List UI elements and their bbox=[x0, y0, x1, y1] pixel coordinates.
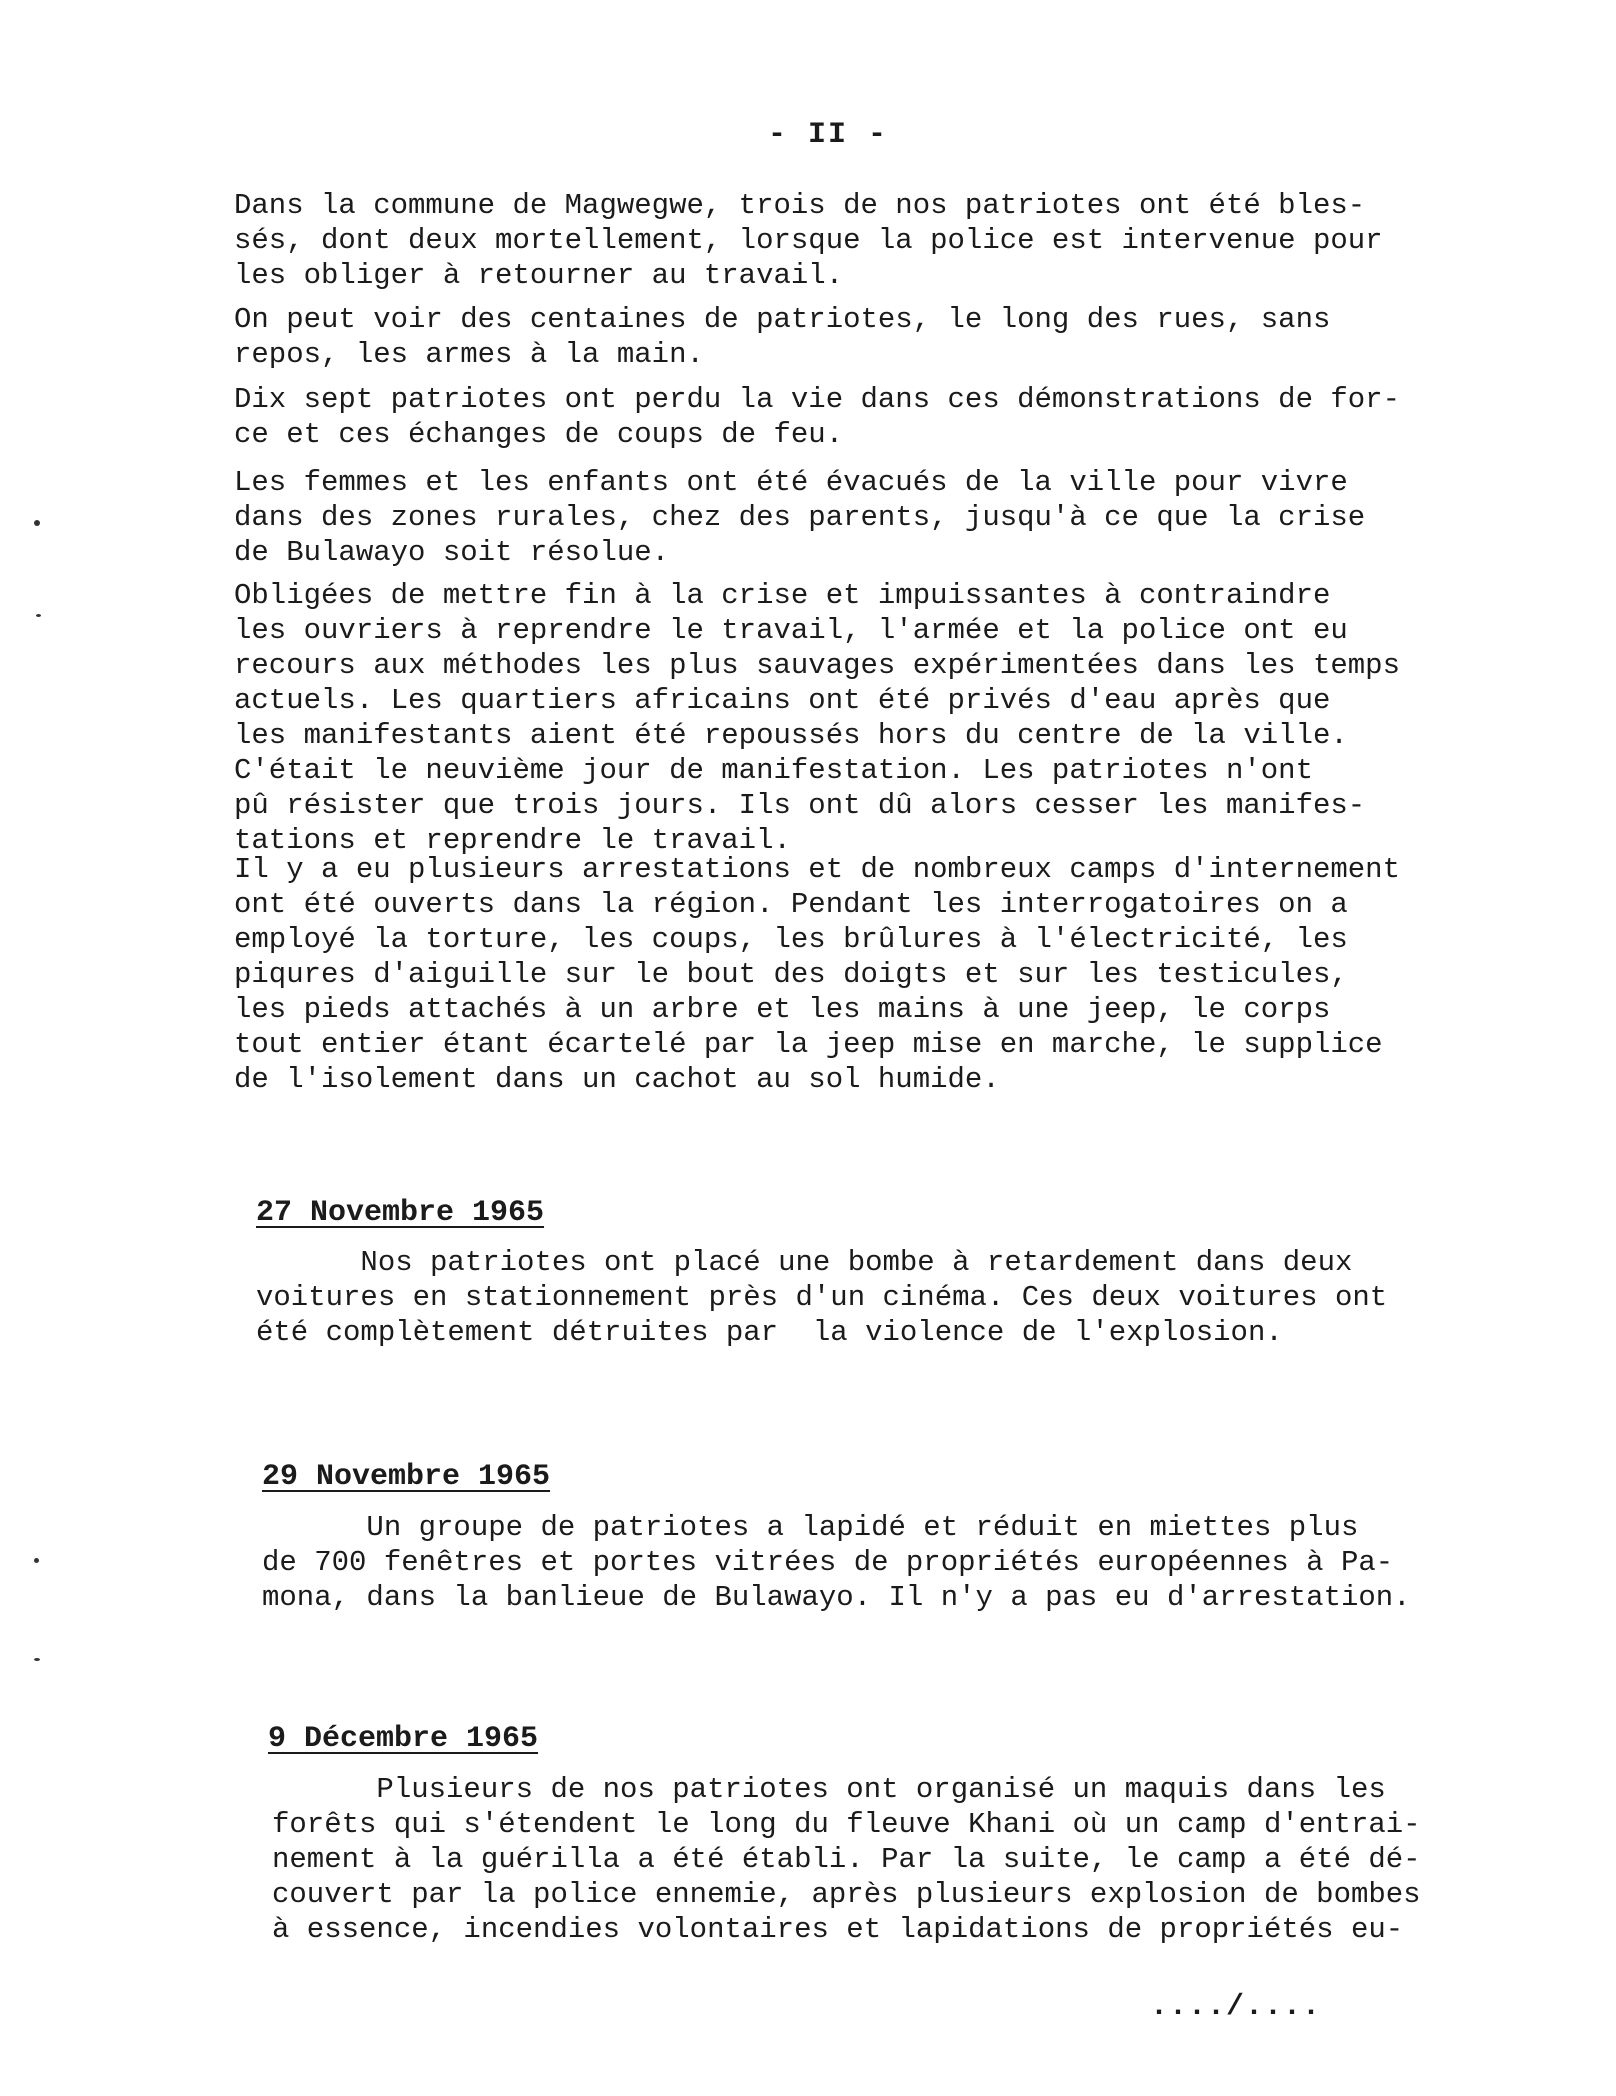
text-line: nement à la guérilla a été établi. Par la suite, le camp a été dé- bbox=[272, 1843, 1421, 1876]
text-line: couvert par la police ennemie, après plusieurs explosion de bombes bbox=[272, 1878, 1421, 1911]
text-line: piqures d'aiguille sur le bout des doigts et sur les testicules, bbox=[234, 958, 1348, 991]
paragraph-6 bbox=[234, 852, 1494, 1097]
scan-speck bbox=[34, 520, 40, 526]
text-line: actuels. Les quartiers africains ont été privés d'eau après que bbox=[234, 684, 1331, 717]
text-line: Obligées de mettre fin à la crise et impuissantes à contraindre bbox=[234, 579, 1331, 612]
text-line: employé la torture, les coups, les brûlures à l'électricité, les bbox=[234, 923, 1348, 956]
text-line: Un groupe de patriotes a lapidé et réduit en miettes plus bbox=[262, 1511, 1359, 1544]
text-line: pû résister que trois jours. Ils ont dû alors cesser les manifes- bbox=[234, 789, 1366, 822]
text-line: tout entier étant écartelé par la jeep mise en marche, le supplice bbox=[234, 1028, 1383, 1061]
scan-speck bbox=[34, 1558, 39, 1563]
text-line: les ouvriers à reprendre le travail, l'armée et la police ont eu bbox=[234, 614, 1348, 647]
text-line: Les femmes et les enfants ont été évacués de la ville pour vivre bbox=[234, 466, 1348, 499]
text-line: mona, dans la banlieue de Bulawayo. Il n'y a pas eu d'arrestation. bbox=[262, 1581, 1411, 1614]
text-line: On peut voir des centaines de patriotes, le long des rues, sans bbox=[234, 303, 1331, 336]
text-line: Plusieurs de nos patriotes ont organisé un maquis dans les bbox=[272, 1773, 1386, 1806]
paragraph-2 bbox=[234, 302, 1494, 372]
text-line: de 700 fenêtres et portes vitrées de propriétés européennes à Pa- bbox=[262, 1546, 1394, 1579]
paragraph-1 bbox=[234, 188, 1494, 293]
text-line: Dans la commune de Magwegwe, trois de nos patriotes ont été bles- bbox=[234, 189, 1366, 222]
entry-3-body bbox=[272, 1772, 1532, 1947]
text-line: forêts qui s'étendent le long du fleuve Khani où un camp d'entrai- bbox=[272, 1808, 1421, 1841]
text-line: repos, les armes à la main. bbox=[234, 338, 704, 371]
text-line: dans des zones rurales, chez des parents, jusqu'à ce que la crise bbox=[234, 501, 1366, 534]
entry-2-body bbox=[262, 1510, 1522, 1615]
text-line: ce et ces échanges de coups de feu. bbox=[234, 418, 844, 451]
text-line: à essence, incendies volontaires et lapidations de propriétés eu- bbox=[272, 1913, 1404, 1946]
text-line: Il y a eu plusieurs arrestations et de nombreux camps d'internement bbox=[234, 853, 1400, 886]
scan-speck bbox=[36, 614, 41, 617]
continuation-marker: ..../.... bbox=[1150, 1990, 1322, 2024]
page-number: - II - bbox=[768, 118, 889, 152]
text-line: de l'isolement dans un cachot au sol humide. bbox=[234, 1063, 1000, 1096]
paragraph-5 bbox=[234, 578, 1494, 858]
entry-date-heading: 27 Novembre 1965 bbox=[256, 1196, 545, 1230]
text-line: les manifestants aient été repoussés hors du centre de la ville. bbox=[234, 719, 1348, 752]
text-line: Dix sept patriotes ont perdu la vie dans ces démonstrations de for- bbox=[234, 383, 1400, 416]
scan-speck bbox=[34, 1658, 40, 1661]
text-line: C'était le neuvième jour de manifestation. Les patriotes n'ont bbox=[234, 754, 1313, 787]
entry-1-body bbox=[256, 1245, 1516, 1350]
text-line: les pieds attachés à un arbre et les mains à une jeep, le corps bbox=[234, 993, 1331, 1026]
paragraph-3 bbox=[234, 382, 1494, 452]
entry-date-heading: 9 Décembre 1965 bbox=[268, 1722, 539, 1756]
entry-date-heading: 29 Novembre 1965 bbox=[262, 1460, 551, 1494]
text-line: sés, dont deux mortellement, lorsque la police est intervenue pour bbox=[234, 224, 1383, 257]
text-line: ont été ouverts dans la région. Pendant les interrogatoires on a bbox=[234, 888, 1348, 921]
text-line: de Bulawayo soit résolue. bbox=[234, 536, 670, 569]
text-line: été complètement détruites par la violence de l'explosion. bbox=[256, 1316, 1283, 1349]
paragraph-4 bbox=[234, 465, 1494, 570]
text-line: les obliger à retourner au travail. bbox=[234, 259, 844, 292]
text-line: Nos patriotes ont placé une bombe à retardement dans deux bbox=[256, 1246, 1353, 1279]
text-line: voitures en stationnement près d'un cinéma. Ces deux voitures ont bbox=[256, 1281, 1388, 1314]
text-line: recours aux méthodes les plus sauvages expérimentées dans les temps bbox=[234, 649, 1400, 682]
text-line: tations et reprendre le travail. bbox=[234, 824, 791, 857]
